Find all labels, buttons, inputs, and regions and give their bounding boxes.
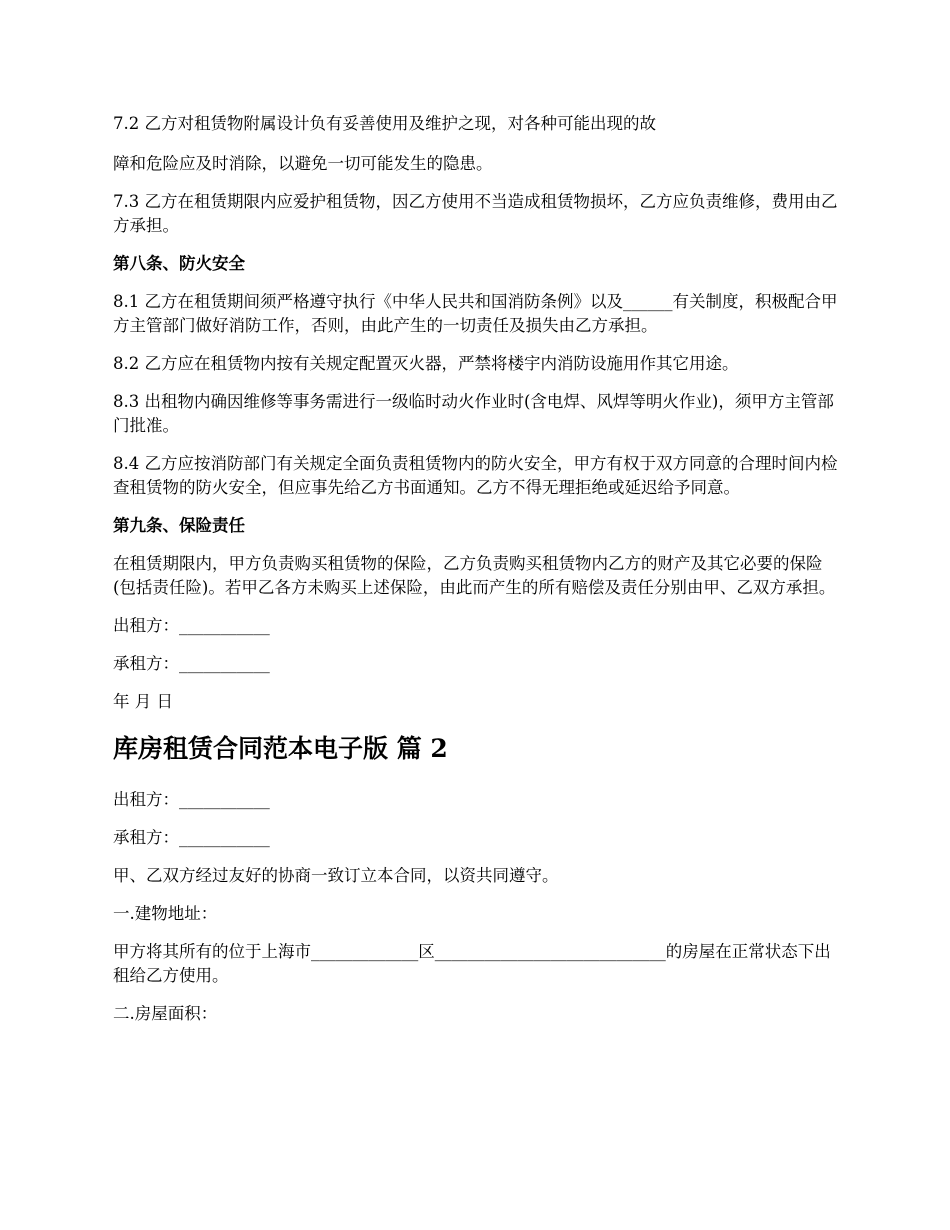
clause-7-2-line1: 7.2 乙方对租赁物附属设计负有妥善使用及维护之现，对各种可能出现的故 xyxy=(113,114,656,133)
clause-8-1: 8.1 乙方在租赁期间须严格遵守执行《中华人民共和国消防条例》以及______有关制度，积极配合甲方主管部门做好消防工作，否则，由此产生的一切责任及损失由乙方承担。 xyxy=(113,292,838,335)
section-2-lessee-line: 承租方：___________ xyxy=(113,828,270,847)
document-page xyxy=(113,112,840,1040)
lessee-signature-line: 承租方：___________ xyxy=(113,654,270,673)
clause-8-2: 8.2 乙方应在租赁物内按有关规定配置灭火器，严禁将楼宇内消防设施用作其它用途。 xyxy=(113,354,739,373)
floor-area-heading: 二.房屋面积： xyxy=(113,1004,218,1023)
building-address-text: 甲方将其所有的位于上海市_____________区____________________________的房屋在正常状态下出租给乙方使用。 xyxy=(113,942,831,985)
lessor-signature-line: 出租方：___________ xyxy=(113,616,270,635)
date-line: 年 月 日 xyxy=(113,692,173,711)
building-address-heading: 一.建物地址： xyxy=(113,904,218,923)
section-2-title: 库房租赁合同范本电子版 篇 2 xyxy=(113,734,448,763)
clause-7-3: 7.3 乙方在租赁期限内应爱护租赁物，因乙方使用不当造成租赁物损坏，乙方应负责维修，费用由乙方承担。 xyxy=(113,192,838,235)
article-8-heading: 第八条、防火安全 xyxy=(113,254,245,273)
clause-9: 在租赁期限内，甲方负责购买租赁物的保险，乙方负责购买租赁物内乙方的财产及其它必要的保险(包括责任险)。若甲乙各方未购买上述保险，由此而产生的所有赔偿及责任分别由甲、乙双方承担。 xyxy=(113,554,836,597)
clause-7-2-line2: 障和危险应及时消除，以避免一切可能发生的隐患。 xyxy=(113,154,493,173)
clause-8-4: 8.4 乙方应按消防部门有关规定全面负责租赁物内的防火安全，甲方有权于双方同意的合理时间内检查租赁物的防火安全，但应事先给乙方书面通知。乙方不得无理拒绝或延迟给予同意。 xyxy=(113,454,838,497)
section-2-lessor-line: 出租方：___________ xyxy=(113,790,270,809)
article-9-heading: 第九条、保险责任 xyxy=(113,516,245,535)
clause-8-3: 8.3 出租物内确因维修等事务需进行一级临时动火作业时(含电焊、风焊等明火作业)，须甲方主管部门批准。 xyxy=(113,392,834,435)
section-2-intro: 甲、乙双方经过友好的协商一致订立本合同，以资共同遵守。 xyxy=(113,866,559,885)
